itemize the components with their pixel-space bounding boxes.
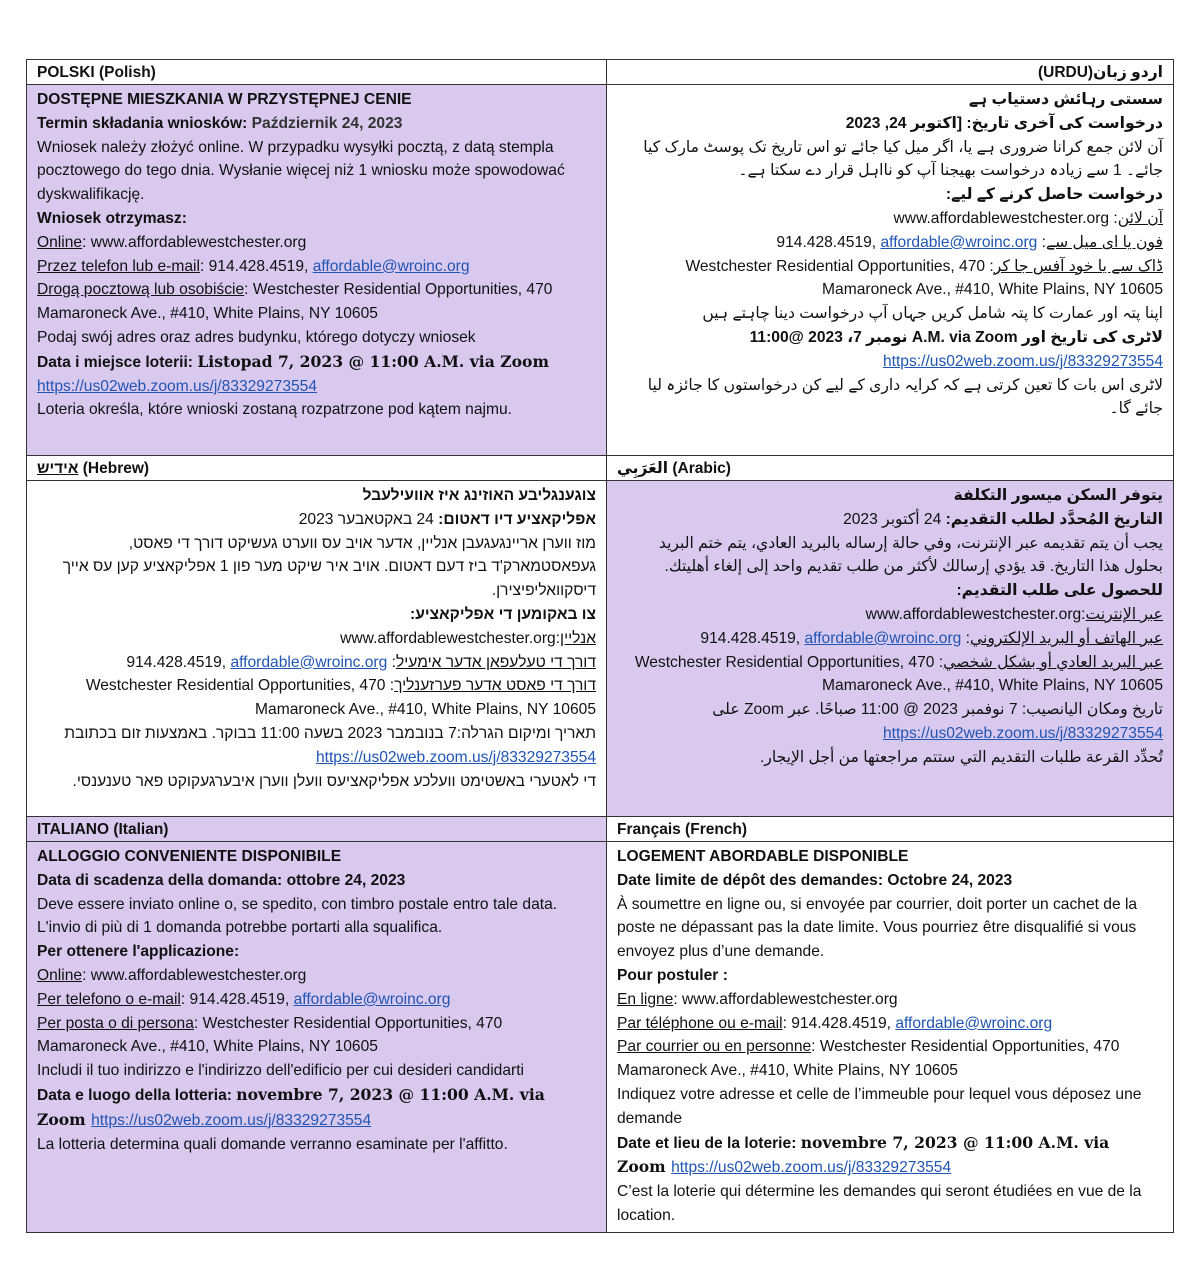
french-address-note: Indiquez votre adresse et celle de l’immeuble pour lequel vous déposez une demande [617, 1085, 1142, 1127]
polish-header: POLSKI (Polish) [27, 60, 607, 85]
yiddish-online-value: www.affordablewestchester.org: [340, 629, 561, 647]
urdu-deadline-value: [اکتوبر 24, 2023 [845, 114, 963, 132]
polish-phone-value: : 914.428.4519, [199, 257, 313, 275]
italian-zoom-link[interactable]: https://us02web.zoom.us/j/83329273554 [91, 1111, 372, 1129]
urdu-title: سستی رہائش دستیاب ہے [968, 91, 1163, 108]
arabic-zoom-link[interactable]: https://us02web.zoom.us/j/83329273554 [882, 724, 1163, 742]
yiddish-submit-text: מוז ווערן אריינגעגעבן אנליין, אדער אויב עס ווערט געשיקט דורך די פאסט, געפאסטמארק'ד ביז דעם דאטום. אויב איר שיקט מער פון 1 אפליקאציע קען עס אייך דיסקוואליפיצירן. [62, 534, 596, 600]
yiddish-mail-label: דורך די פאסט אדער פערזענליך [394, 677, 596, 695]
french-online-label: En ligne [617, 990, 674, 1008]
urdu-deadline-label: درخواست کی آخری تاریخ: [962, 114, 1163, 132]
french-mail-value: : Westchester Residential Opportunities, 470 Mamaroneck Ave., #410, White Plains, NY 10605 [617, 1038, 1120, 1080]
urdu-online-label: آن لائن [1117, 209, 1163, 227]
yiddish-phone-value: 914.428.4519, [126, 653, 231, 671]
french-email-link[interactable]: affordable@wroinc.org [895, 1014, 1053, 1032]
arabic-submit-text: يجب أن يتم تقديمه عبر الإنترنت، وفي حالة إرساله بالبريد العادي، يتم ختم البريد بحلول هذا التاريخ. قد يؤدي إرسالك لأكثر من طلب تقديم واحد إلى إلغاء أهليتك. [658, 534, 1163, 576]
yiddish-deadline-label: אפליקאציע דיו דאטום: [433, 510, 596, 528]
polish-section [27, 85, 607, 456]
arabic-header [607, 456, 1174, 481]
urdu-lottery-note: لاٹری اس بات کا تعین کرتی ہے کہ کرایہ داری کے لیے کن درخواستوں کا جائزہ لیا جائے گا۔ [647, 376, 1163, 418]
french-lottery-label: Date et lieu de la loterie: [617, 1134, 801, 1152]
polish-email-link[interactable]: affordable@wroinc.org [312, 257, 470, 275]
polish-address-note: Podaj swój adres oraz adres budynku, którego dotyczy wniosek [37, 328, 476, 346]
italian-lottery-value: novembre 7, 2023 @ 11:00 A.M. via Zoom [37, 1084, 545, 1129]
polish-phone-label: Przez telefon lub e-mail [37, 257, 200, 275]
polish-deadline-value: Październik 24, 2023 [251, 114, 403, 132]
polish-mail-value: : Westchester Residential Opportunities, 470 Mamaroneck Ave., #410, White Plains, NY 10605 [37, 281, 553, 323]
polish-submit-text: Wniosek należy złożyć online. W przypadku wysyłki pocztą, z datą stempla pocztowego do tego dnia. Wysłanie więcej niż 1 wniosku może spowodować dyskwalifikację. [37, 138, 565, 204]
polish-online-value: : www.affordablewestchester.org [82, 233, 307, 251]
polish-online-label: Online [37, 233, 83, 251]
italian-section [27, 842, 607, 1233]
italian-online-label: Online [37, 966, 83, 984]
french-zoom-link[interactable]: https://us02web.zoom.us/j/83329273554 [671, 1159, 952, 1177]
polish-title: DOSTĘPNE MIESZKANIA W PRZYSTĘPNEJ CENIE [37, 91, 412, 108]
italian-phone-value: : 914.428.4519, [180, 990, 294, 1008]
urdu-header [607, 60, 1174, 85]
arabic-lottery-note: تُحدِّد القرعة طلبات التقديم التي ستتم مراجعتها من أجل الإيجار. [759, 748, 1163, 766]
french-lottery-note: C’est la loterie qui détermine les demandes qui seront étudiées en vue de la location. [617, 1183, 1142, 1224]
polish-deadline-label: Termin składania wniosków: [37, 114, 252, 132]
italian-lottery-note: La lotteria determina quali domande verranno esaminate per l'affitto. [37, 1135, 508, 1153]
italian-phone-label: Per telefono o e-mail [37, 990, 181, 1008]
french-lottery-value: novembre 7, 2023 @ 11:00 A.M. via Zoom [617, 1132, 1110, 1177]
urdu-obtain-heading: درخواست حاصل کرنے کے لیے: [945, 186, 1163, 204]
yiddish-zoom-link[interactable]: https://us02web.zoom.us/j/83329273554 [315, 748, 596, 766]
arabic-obtain-heading: للحصول على طلب التقديم: [956, 582, 1163, 600]
arabic-mail-value: Westchester Residential Opportunities, 470 Mamaroneck Ave., #410, White Plains, NY 10605 [634, 653, 1163, 695]
polish-lottery-label: Data i miejsce loterii: [37, 353, 198, 371]
arabic-email-link[interactable]: affordable@wroinc.org [804, 629, 962, 647]
yiddish-deadline-value: 24 באקטאבער 2023 [298, 510, 434, 528]
urdu-online-value: www.affordablewestchester.org [893, 209, 1110, 227]
arabic-phone-value: 914.428.4519, [700, 629, 805, 647]
arabic-section: يتوفر السكن ميسور التكلفة التاريخ المُحدَّد لطلب التقديم: 24 أكتوبر 2023 يجب أن يتم تقديمه عبر الإنترنت، وفي حالة إرساله بالبريد العادي، يتم ختم البريد بحلول هذا التاريخ. قد يؤدي إرسالك لأكثر من طلب تقديم واحد إلى إلغاء أهليتك. للحصول على طلب التقديم: عبر الإنترنتwww.affordablewestchester.org: عبر الهاتف أو البريد الإلكتروني: 914.428.4519, affordable@wroinc.org عبر البريد العادي أو بشكل شخصي: Westchester Residential Opportunities, 470 Mamaroneck Ave., #410, White Plains, NY 10605 تاريخ ومكان اليانصيب: 7 نوفمبر 2023 @ 11:00 صباحًا. عبر Zoom على https://us02web.zoom.us/j/83329273554 تُحدِّد القرعة طلبات التقديم التي ستتم مراجعتها من أجل الإيجار. [607, 481, 1174, 817]
french-section [607, 842, 1174, 1233]
urdu-zoom-link[interactable]: https://us02web.zoom.us/j/83329273554 [882, 352, 1163, 370]
french-phone-value: : 914.428.4519, [782, 1014, 896, 1032]
yiddish-header-native: אידיש [37, 460, 79, 477]
polish-zoom-link[interactable]: https://us02web.zoom.us/j/83329273554 [37, 377, 318, 395]
urdu-mail-label: ڈاک سے یا خود آفس جا کر [993, 257, 1163, 275]
arabic-online-value: www.affordablewestchester.org: [865, 605, 1086, 623]
italian-lottery-label: Data e luogo della lotteria: [37, 1086, 237, 1104]
urdu-mail-value: Westchester Residential Opportunities, 470 Mamaroneck Ave., #410, White Plains, NY 10605 [685, 257, 1163, 299]
italian-mail-label: Per posta o di persona [37, 1014, 194, 1032]
arabic-phone-label: عبر الهاتف أو البريد الإلكتروني [970, 629, 1163, 647]
yiddish-obtain-heading: צו באקומען די אפליקאציע: [410, 605, 596, 623]
french-online-value: : www.affordablewestchester.org [673, 990, 898, 1008]
yiddish-lottery-text: תאריך ומיקום הגרלה:7 בנובמבר 2023 בשעה 11:00 בבוקר. באמצעות זום בכתובת [64, 724, 596, 742]
urdu-submit-text: آن لائن جمع کرانا ضروری ہے یا، اگر میل کیا جائے تو اس تاریخ تک پوسٹ مارک کیا جائے۔ 1 سے زیادہ درخواست بھیجنا آپ کو نااہل قرار دے سکتا ہے۔ [643, 138, 1163, 180]
italian-email-link[interactable]: affordable@wroinc.org [293, 990, 451, 1008]
french-header: Français (French) [607, 817, 1174, 842]
italian-title: ALLOGGIO CONVENIENTE DISPONIBILE [37, 848, 342, 865]
urdu-section: سستی رہائش دستیاب ہے درخواست کی آخری تاریخ: [اکتوبر 24, 2023 آن لائن جمع کرانا ضروری ہے یا، اگر میل کیا جائے تو اس تاریخ تک پوسٹ مارک کیا جائے۔ 1 سے زیادہ درخواست بھیجنا آپ کو نااہل قرار دے سکتا ہے۔ درخواست حاصل کرنے کے لیے: آن لائن: www.affordablewestchester.org فون یا ای میل سے: 914.428.4519, affordable@wroinc.org ڈاک سے یا خود آفس جا کر: Westchester Residential Opportunities, 470 Mamaroneck Ave., #410, White Plains, NY 10605 اپنا پتہ اور عمارت کا پتہ شامل کریں جہاں آپ درخواست دینا چاہتے ہیں لاٹری کی تاریخ اور A.M. via Zoom نومبر 7، 2023 @11:00 https://us02web.zoom.us/j/83329273554 لاٹری اس بات کا تعین کرتی ہے کہ کرایہ داری کے لیے کن درخواستوں کا جائزہ لیا جائے گا۔ [607, 85, 1174, 456]
yiddish-email-link[interactable]: affordable@wroinc.org [230, 653, 388, 671]
french-phone-label: Par téléphone ou e-mail [617, 1014, 783, 1032]
yiddish-online-label: אנליין [560, 629, 596, 647]
yiddish-header [27, 456, 607, 481]
arabic-lottery-text: تاريخ ومكان اليانصيب: 7 نوفمبر 2023 @ 11:00 صباحًا. عبر Zoom على [712, 701, 1163, 719]
italian-online-value: : www.affordablewestchester.org [82, 966, 307, 984]
urdu-phone-label: فون یا ای میل سے [1046, 233, 1163, 251]
italian-obtain-heading: Per ottenere l'applicazione: [37, 943, 240, 961]
italian-submit-text: Deve essere inviato online o, se spedito, con timbro postale entro tale data. L'invio di più di 1 domanda potrebbe portarti alla squalifica. [37, 895, 558, 937]
urdu-lottery-value: A.M. via Zoom نومبر 7، 2023 @11:00 [749, 328, 1018, 346]
arabic-header-english: (Arabic) [668, 460, 731, 477]
arabic-mail-label: عبر البريد العادي أو بشكل شخصي [943, 653, 1163, 671]
yiddish-header-english: (Hebrew) [78, 460, 150, 477]
yiddish-title: צוגענגליבע האוזינג איז אוועילעבל [362, 487, 596, 504]
polish-lottery-note: Loteria określa, które wnioski zostaną rozpatrzone pod kątem najmu. [37, 401, 512, 419]
language-table [26, 59, 1174, 1233]
french-title: LOGEMENT ABORDABLE DISPONIBLE [617, 848, 909, 865]
french-deadline: Date limite de dépôt des demandes: Octobre 24, 2023 [617, 871, 1013, 889]
arabic-header-native: العَرَبِي [617, 460, 669, 477]
polish-lottery-value: Listopad 7, 2023 @ 11:00 A.M. via Zoom [197, 351, 549, 371]
urdu-email-link[interactable]: affordable@wroinc.org [880, 233, 1038, 251]
arabic-deadline-label: التاريخ المُحدَّد لطلب التقديم: [941, 510, 1163, 528]
arabic-deadline-value: 24 أكتوبر 2023 [843, 510, 942, 528]
urdu-lottery-label: لاٹری کی تاریخ اور [1017, 328, 1163, 346]
urdu-header-english: (URDU) [1033, 64, 1094, 81]
arabic-online-label: عبر الإنترنت [1085, 605, 1163, 623]
yiddish-phone-label: דורך די טעלעפאן אדער אימעיל [395, 653, 596, 671]
french-submit-text: À soumettre en ligne ou, si envoyée par courrier, doit porter un cachet de la poste ne dépassant pas la date limite. Vous pourriez être disqualifié si vous envoyez plus d’une demande. [617, 895, 1138, 961]
arabic-title: يتوفر السكن ميسور التكلفة [953, 487, 1163, 504]
yiddish-mail-value: Westchester Residential Opportunities, 470 Mamaroneck Ave., #410, White Plains, NY 10605 [85, 677, 596, 719]
yiddish-lottery-note: די לאטערי באשטימט וועלכע אפליקאציעס וועלן ווערן איבערגעקוקט פאר טענענסי. [72, 772, 596, 790]
italian-mail-value: : Westchester Residential Opportunities, 470 Mamaroneck Ave., #410, White Plains, NY 10605 [37, 1014, 503, 1056]
italian-address-note: Includi il tuo indirizzo e l'indirizzo dell'edificio per cui desideri candidarti [37, 1062, 525, 1080]
yiddish-section: צוגענגליבע האוזינג איז אוועילעבל אפליקאציע דיו דאטום: 24 באקטאבער 2023 מוז ווערן אריינגעגעבן אנליין, אדער אויב עס ווערט געשיקט דורך די פאסט, געפאסטמארק'ד ביז דעם דאטום. אויב איר שיקט מער פון 1 אפליקאציע קען עס אייך דיסקוואליפיצירן. צו באקומען די אפליקאציע: אנלייןwww.affordablewestchester.org: דורך די טעלעפאן אדער אימעיל: 914.428.4519, affordable@wroinc.org דורך די פאסט אדער פערזענליך: Westchester Residential Opportunities, 470 Mamaroneck Ave., #410, White Plains, NY 10605 תאריך ומיקום הגרלה:7 בנובמבר 2023 בשעה 11:00 בבוקר. באמצעות זום בכתובת https://us02web.zoom.us/j/83329273554 די לאטערי באשטימט וועלכע אפליקאציעס וועלן ווערן איבערגעקוקט פאר טענענסי. [27, 481, 607, 817]
italian-deadline: Data di scadenza della domanda: ottobre 24, 2023 [37, 871, 406, 889]
polish-mail-label: Drogą pocztową lub osobiście [37, 281, 245, 299]
urdu-phone-value: 914.428.4519, [776, 233, 881, 251]
italian-header: ITALIANO (Italian) [27, 817, 607, 842]
urdu-header-native: اردو زبان [1093, 64, 1163, 81]
french-obtain-heading: Pour postuler : [617, 966, 728, 984]
polish-obtain-heading: Wniosek otrzymasz: [37, 209, 187, 227]
urdu-address-note: اپنا پتہ اور عمارت کا پتہ شامل کریں جہاں آپ درخواست دینا چاہتے ہیں [702, 305, 1163, 323]
french-mail-label: Par courrier ou en personne [617, 1038, 812, 1056]
